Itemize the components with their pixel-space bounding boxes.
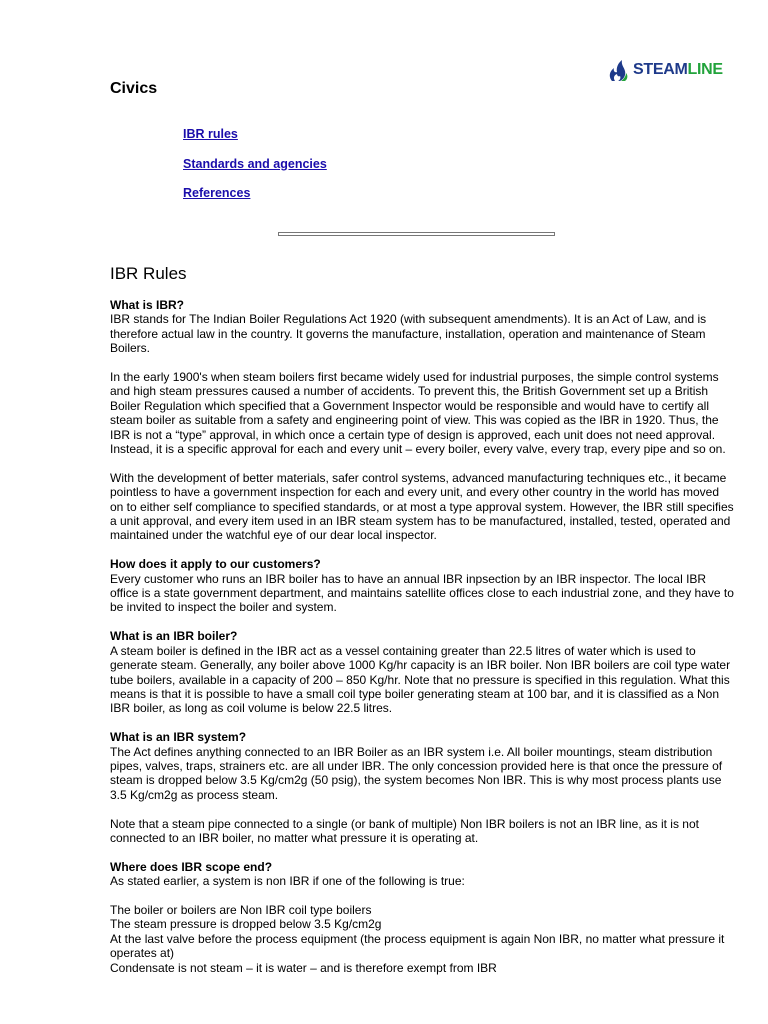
article-body <box>110 298 735 975</box>
paragraph: A steam boiler is defined in the IBR act as a vessel containing greater than 22.5 litres of water which is used to generate steam. Generally, any boiler above 1000 Kg/hr capacity is an IBR boiler. Non IBR boilers are coil type water tube boilers, available in a capacity of 200 – 850 Kg/hr. Note that no pressure is specified in this regulation. What this means is that it is possible to have a small coil type boiler generating steam at 100 bar, and it is classified as a Non IBR boiler, as long as coil volume is below 22.5 litres. <box>110 643 731 716</box>
paragraph: With the development of better materials, safer control systems, advanced manufacturing techniques etc., it became pointless to have a government inspection for each and every unit, and every other country in the world has moved on to either self compliance to specified standards, or at most a type approval system. However, the IBR still specifies a unit approval, and every item used in an IBR steam system has to be manufactured, installed, tested, operated and maintained under the watchful eye of our dear local inspector. <box>110 470 734 543</box>
paragraph: In the early 1900's when steam boilers first became widely used for industrial purposes, the simple control systems and high steam pressures caused a number of accidents. To prevent this, the British Government set up a British Boiler Regulation which specified that a Government Inspector would be responsible and would have to certify all steam boiler as suitable from a safety and engineering point of view. This was copied as the IBR in 1920. Thus, the IBR is not a “type” approval, in which once a certain type of design is approved, each unit does not need approval. Instead, it is a specific approval for each and every unit – every boiler, every valve, every trap, every pipe and so on. <box>110 370 726 457</box>
paragraph: Every customer who runs an IBR boiler has to have an annual IBR inpsection by an IBR inspector. The local IBR office is a state government department, and maintains satellite offices close to each industrial zone, and they have to be invited to inspect the boiler and system. <box>110 571 734 615</box>
logo-wordmark: STEAMLINE <box>633 61 723 78</box>
list-item: At the last valve before the process equipment (the process equipment is again Non IBR, no matter what pressure it operates at) <box>110 931 725 961</box>
toc-link-references[interactable]: References <box>183 186 251 200</box>
section-title: IBR Rules <box>110 264 187 283</box>
toc-item <box>183 127 327 157</box>
table-of-contents <box>183 127 327 216</box>
paragraph: The Act defines anything connected to an IBR Boiler as an IBR system i.e. All boiler mountings, steam distribution pipes, valves, traps, strainers etc. are all under IBR. The only concession provided here is that once the pressure of steam is dropped below 3.5 Kg/cm2g (50 psig), the system becomes Non IBR. This is why most process plants use 3.5 Kg/cm2g as process steam. <box>110 744 723 802</box>
list-item: The boiler or boilers are Non IBR coil type boilers <box>110 902 372 917</box>
page-heading: Civics <box>110 80 158 97</box>
paragraph: Note that a steam pipe connected to a single (or bank of multiple) Non IBR boilers is not an IBR line, as it is not connected to an IBR boiler, no matter what pressure it is operating at. <box>110 816 699 845</box>
question-heading: What is an IBR boiler? <box>110 629 238 644</box>
horizontal-divider <box>278 232 555 236</box>
question-heading: What is IBR? <box>110 298 184 312</box>
steamline-logo <box>606 57 723 83</box>
question-heading: Where does IBR scope end? <box>110 859 273 874</box>
question-heading: How does it apply to our customers? <box>110 557 321 572</box>
exemption-list <box>110 903 735 975</box>
toc-link-ibr-rules[interactable]: IBR rules <box>183 127 238 141</box>
paragraph: IBR stands for The Indian Boiler Regulations Act 1920 (with subsequent amendments). It is an Act of Law, and is therefore actual law in the country. It governs the manufacture, installation, operation and maintenance of Steam Boilers. <box>110 312 707 356</box>
list-item: Condensate is not steam – it is water – and is therefore exempt from IBR <box>110 960 497 975</box>
list-item: The steam pressure is dropped below 3.5 Kg/cm2g <box>110 917 382 932</box>
flame-logo-icon <box>606 57 632 83</box>
toc-item <box>183 186 327 216</box>
question-heading: What is an IBR system? <box>110 730 247 745</box>
toc-item <box>183 157 327 187</box>
toc-link-standards-and-agencies[interactable]: Standards and agencies <box>183 156 327 171</box>
paragraph: As stated earlier, a system is non IBR if one of the following is true: <box>110 874 465 889</box>
